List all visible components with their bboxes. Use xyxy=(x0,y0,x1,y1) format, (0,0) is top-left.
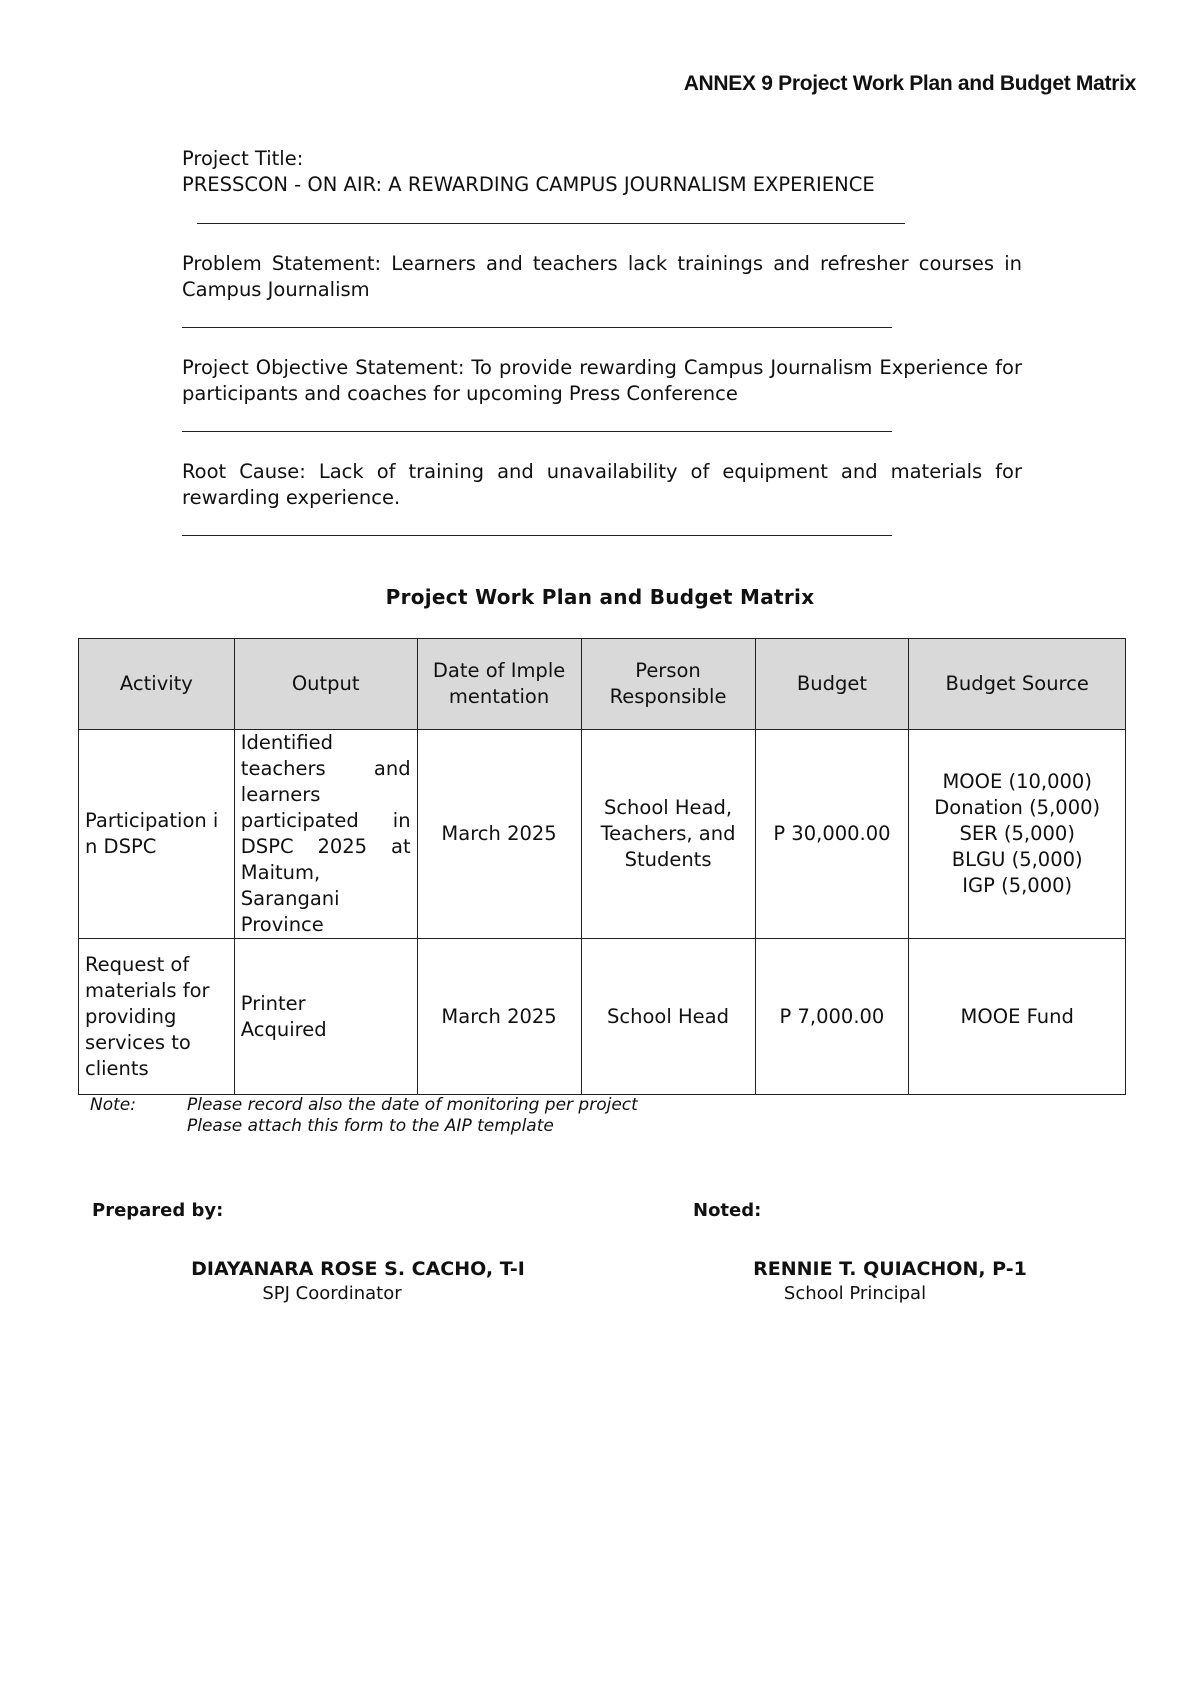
header-date xyxy=(417,639,581,730)
note-line: Please record also the date of monitoring per project xyxy=(187,1095,638,1115)
header-activity: Activity xyxy=(79,639,235,730)
cell-output-text: Printer Acquired xyxy=(240,991,327,1041)
project-title-label: Project Title: xyxy=(182,147,304,170)
header-output: Output xyxy=(234,639,417,730)
problem-statement: Problem Statement: Learners and teachers lack trainings and refresher courses in Campus Journalism xyxy=(182,252,1022,301)
header-source: Budget Source xyxy=(909,639,1126,730)
divider-line xyxy=(182,327,892,328)
table-row xyxy=(79,730,1126,939)
source-line: IGP (5,000) xyxy=(962,874,1073,897)
cell-output xyxy=(234,939,417,1095)
header-person-text: Person Responsible xyxy=(609,659,727,708)
table-title: Project Work Plan and Budget Matrix xyxy=(385,585,815,609)
header-budget: Budget xyxy=(755,639,909,730)
objective-statement: Project Objective Statement: To provide rewarding Campus Journalism Experience for participants and coaches for upcoming Press Conference xyxy=(182,356,1022,405)
prepared-by-label: Prepared by: xyxy=(92,1200,224,1221)
table-header-row xyxy=(79,639,1126,730)
note-label: Note: xyxy=(90,1095,136,1115)
header-person xyxy=(581,639,755,730)
principal-name: RENNIE T. QUIACHON, P-1 xyxy=(753,1258,1027,1280)
cell-activity-text: Participation in DSPC xyxy=(85,809,219,858)
cell-budget xyxy=(755,730,909,939)
cell-date: March 2025 xyxy=(417,939,581,1095)
cell-budget-text: P 30,000.00 xyxy=(773,822,891,845)
cell-activity xyxy=(79,730,235,939)
preparer-name: DIAYANARA ROSE S. CACHO, T-I xyxy=(191,1258,525,1280)
cell-person: School Head, Teachers, and Students xyxy=(581,730,755,939)
cell-output: Identified teachers and learners participated in DSPC 2025 at Maitum, Sarangani Province xyxy=(234,730,417,939)
cell-activity: Request of materials for providing services to clients xyxy=(79,939,235,1095)
budget-matrix-table xyxy=(78,638,1126,1095)
cell-person: School Head xyxy=(581,939,755,1095)
cell-budget: P 7,000.00 xyxy=(755,939,909,1095)
cell-date: March 2025 xyxy=(417,730,581,939)
source-line: MOOE (10,000) xyxy=(942,770,1092,793)
root-cause: Root Cause: Lack of training and unavailability of equipment and materials for rewarding experience. xyxy=(182,460,1022,509)
preparer-role: SPJ Coordinator xyxy=(262,1283,402,1304)
note-line: Please attach this form to the AIP template xyxy=(187,1116,554,1136)
project-title-section xyxy=(182,146,1022,198)
header-date-text: Date of Implementation xyxy=(432,659,566,708)
source-line: MOOE Fund xyxy=(960,1004,1074,1028)
divider-line xyxy=(197,223,905,224)
source-line: BLGU (5,000) xyxy=(951,848,1083,871)
principal-role: School Principal xyxy=(783,1283,927,1304)
source-line: Donation (5,000) xyxy=(934,796,1101,819)
table-row xyxy=(79,939,1126,1095)
divider-line xyxy=(182,431,892,432)
cell-source xyxy=(909,939,1126,1095)
note xyxy=(90,1095,638,1137)
cell-source xyxy=(909,730,1126,939)
divider-line xyxy=(182,535,892,536)
annex-title: ANNEX 9 Project Work Plan and Budget Matrix xyxy=(683,72,1136,95)
source-line: SER (5,000) xyxy=(959,822,1075,845)
noted-label: Noted: xyxy=(693,1200,762,1221)
project-title-value: PRESSCON - ON AIR: A REWARDING CAMPUS JOURNALISM EXPERIENCE xyxy=(182,173,875,196)
